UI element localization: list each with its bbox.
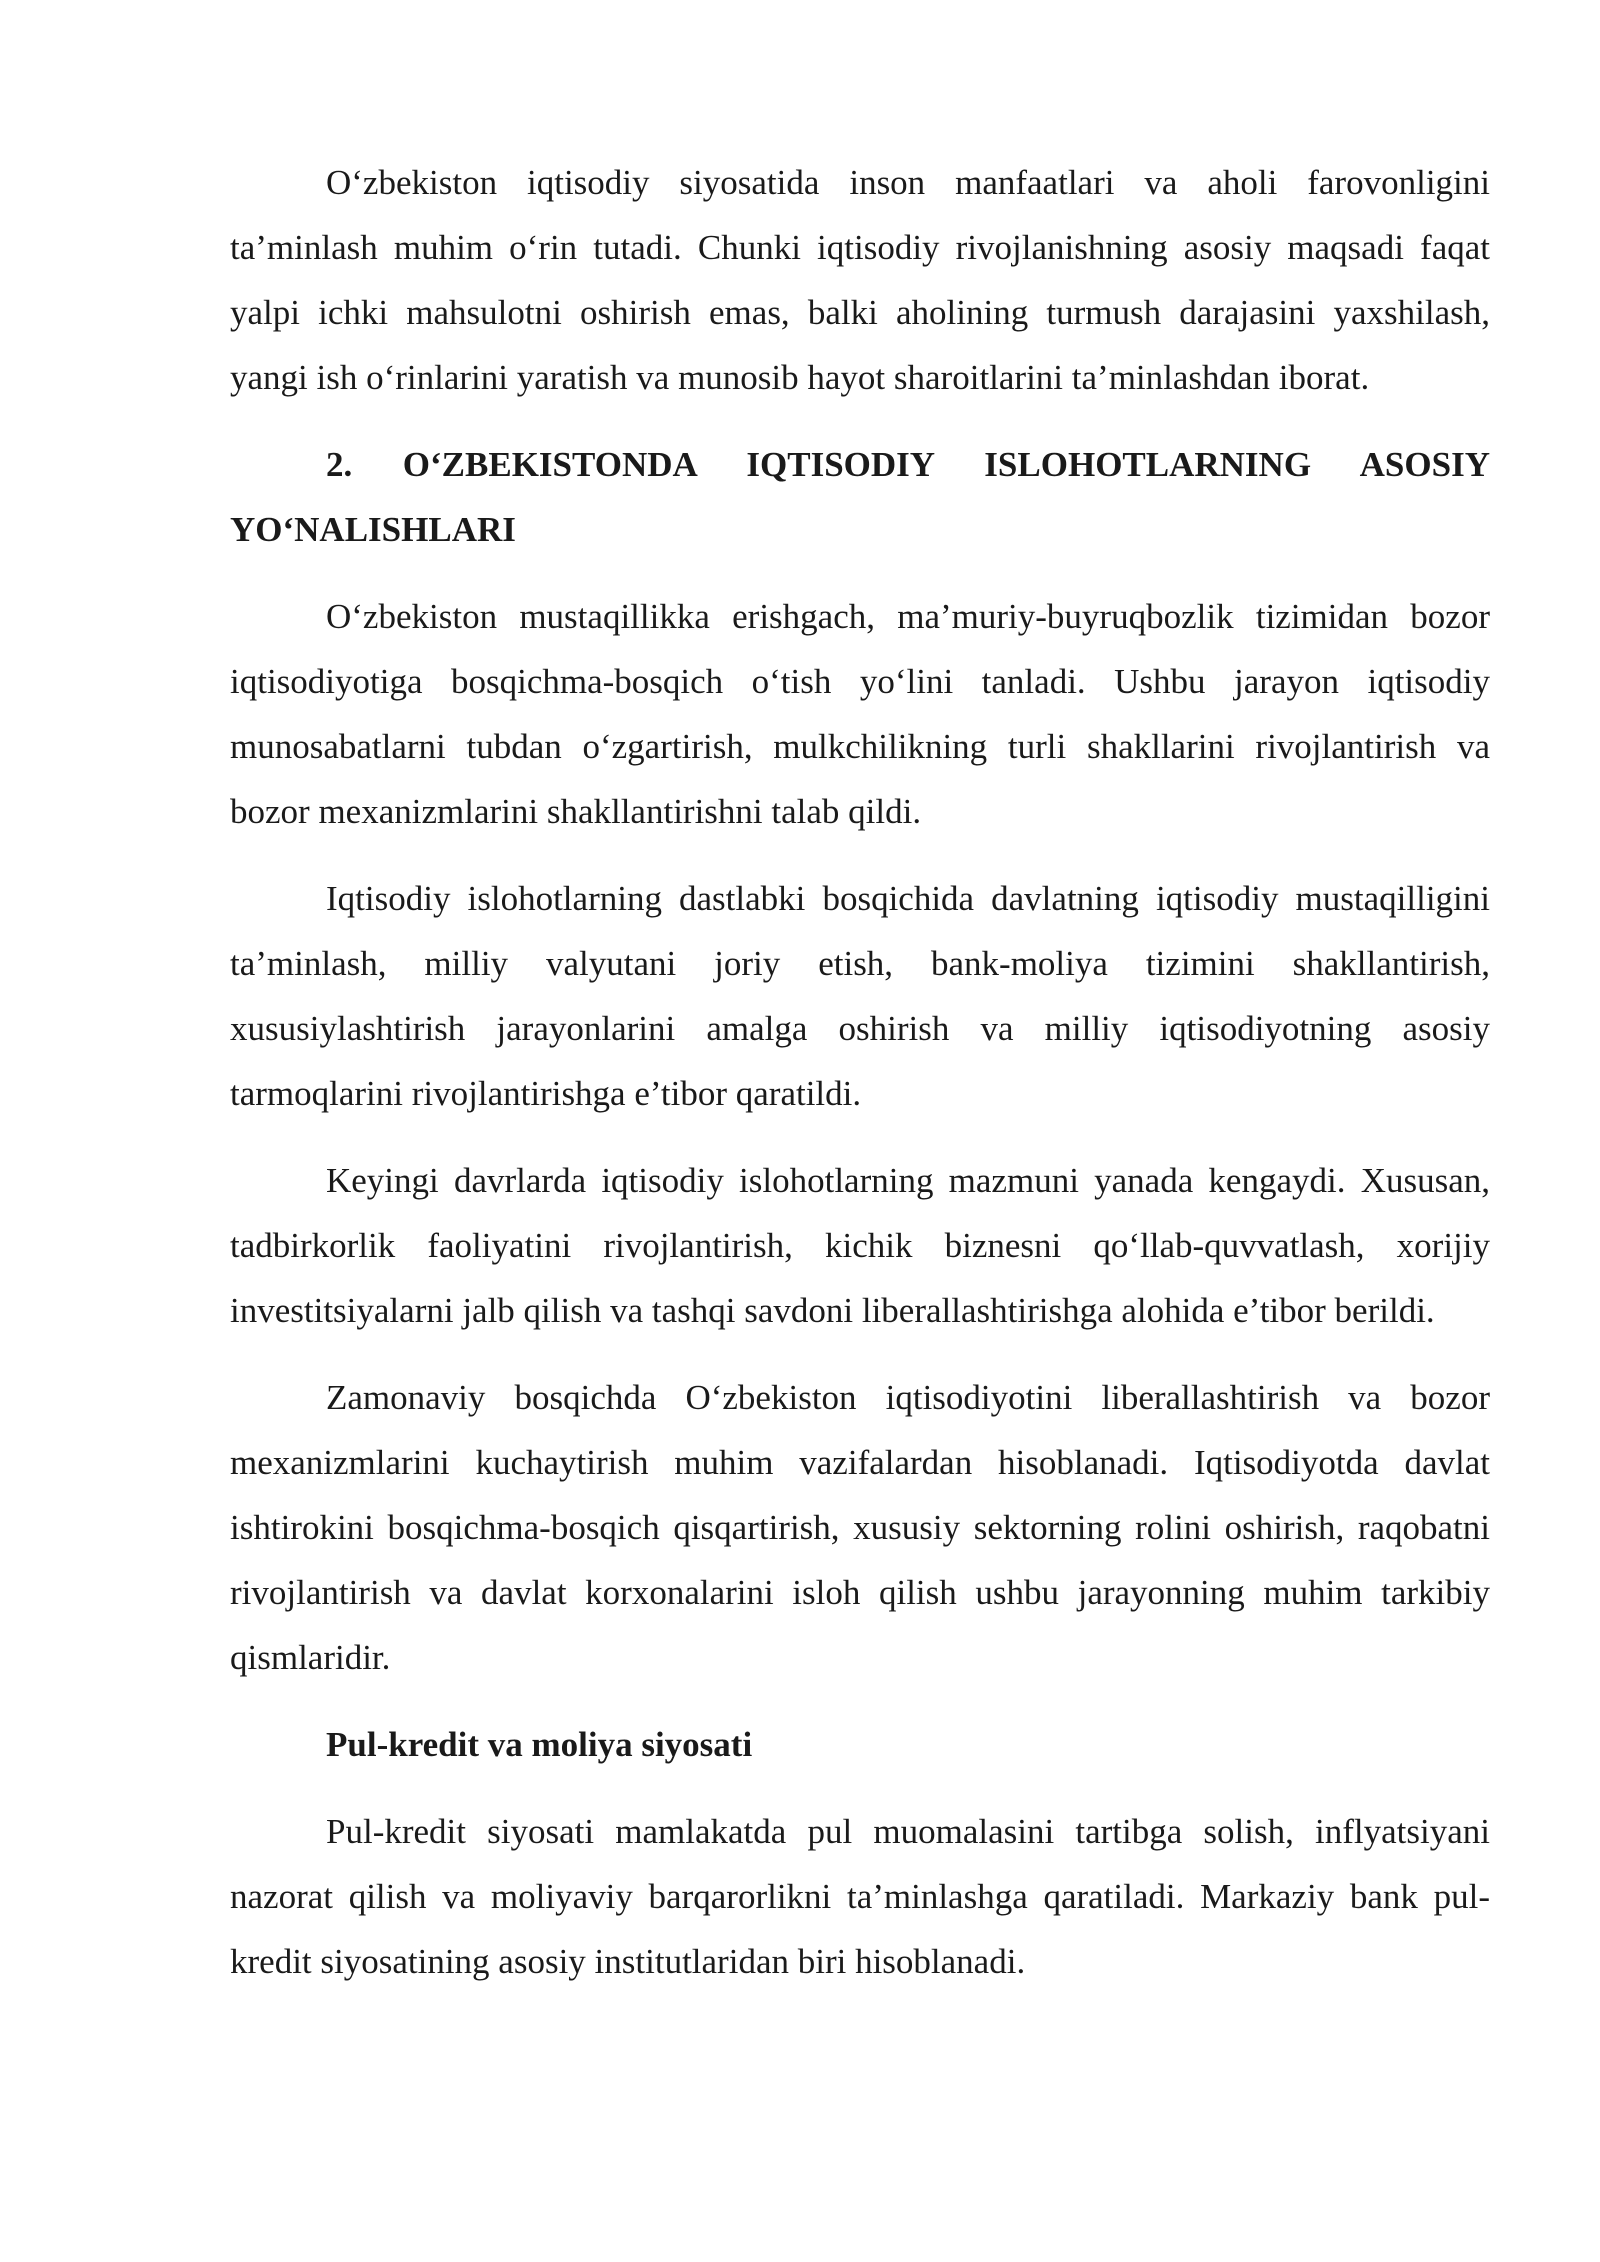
body-paragraph: Zamonaviy bosqichda O‘zbekiston iqtisodiyotini liberallashtirish va bozor mexanizmlarini kuchaytirish muhim vazifalardan hisoblanadi. Iqtisodiyotda davlat ishtirokini bosqichma-bosqich qisqartirish, xususiy sektorning rolini oshirish, raqobatni rivojlantirish va davlat korxonalarini isloh qilish ushbu jarayonning muhim tarkibiy qismlaridir. (230, 1378, 1490, 1677)
body-paragraph: O‘zbekiston mustaqillikka erishgach, ma’muriy-buyruqbozlik tizimidan bozor iqtisodiyotiga bosqichma-bosqich o‘tish yo‘lini tanladi. Ushbu jarayon iqtisodiy munosabatlarni tubdan o‘zgartirish, mulkchilikning turli shakllarini rivojlantirish va bozor mexanizmlarini shakllantirishni talab qildi. (230, 597, 1490, 831)
subsection-heading: Pul-kredit va moliya siyosati (326, 1725, 753, 1764)
body-paragraph: O‘zbekiston iqtisodiy siyosatida inson manfaatlari va aholi farovonligini ta’minlash muhim o‘rin tutadi. Chunki iqtisodiy rivojlanishning asosiy maqsadi faqat yalpi ichki mahsulotni oshirish emas, balki aholining turmush darajasini yaxshilash, yangi ish o‘rinlarini yaratish va munosib hayot sharoitlarini ta’minlashdan iborat. (230, 163, 1490, 397)
document-page (230, 150, 1490, 2016)
body-paragraph: Keyingi davrlarda iqtisodiy islohotlarning mazmuni yanada kengaydi. Xususan, tadbirkorlik faoliyatini rivojlantirish, kichik biznesni qo‘llab-quvvatlash, xorijiy investitsiyalarni jalb qilish va tashqi savdoni liberallashtirishga alohida e’tibor berildi. (230, 1161, 1490, 1330)
section-heading: 2. O‘ZBEKISTONDA IQTISODIY ISLOHOTLARNING ASOSIY YO‘NALISHLARI (230, 445, 1490, 549)
body-paragraph: Pul-kredit siyosati mamlakatda pul muomalasini tartibga solish, inflyatsiyani nazorat qilish va moliyaviy barqarorlikni ta’minlashga qaratiladi. Markaziy bank pul-kredit siyosatining asosiy institutlaridan biri hisoblanadi. (230, 1812, 1490, 1981)
body-paragraph: Iqtisodiy islohotlarning dastlabki bosqichida davlatning iqtisodiy mustaqilligini ta’minlash, milliy valyutani joriy etish, bank-moliya tizimini shakllantirish, xususiylashtirish jarayonlarini amalga oshirish va milliy iqtisodiyotning asosiy tarmoqlarini rivojlantirishga e’tibor qaratildi. (230, 879, 1490, 1113)
